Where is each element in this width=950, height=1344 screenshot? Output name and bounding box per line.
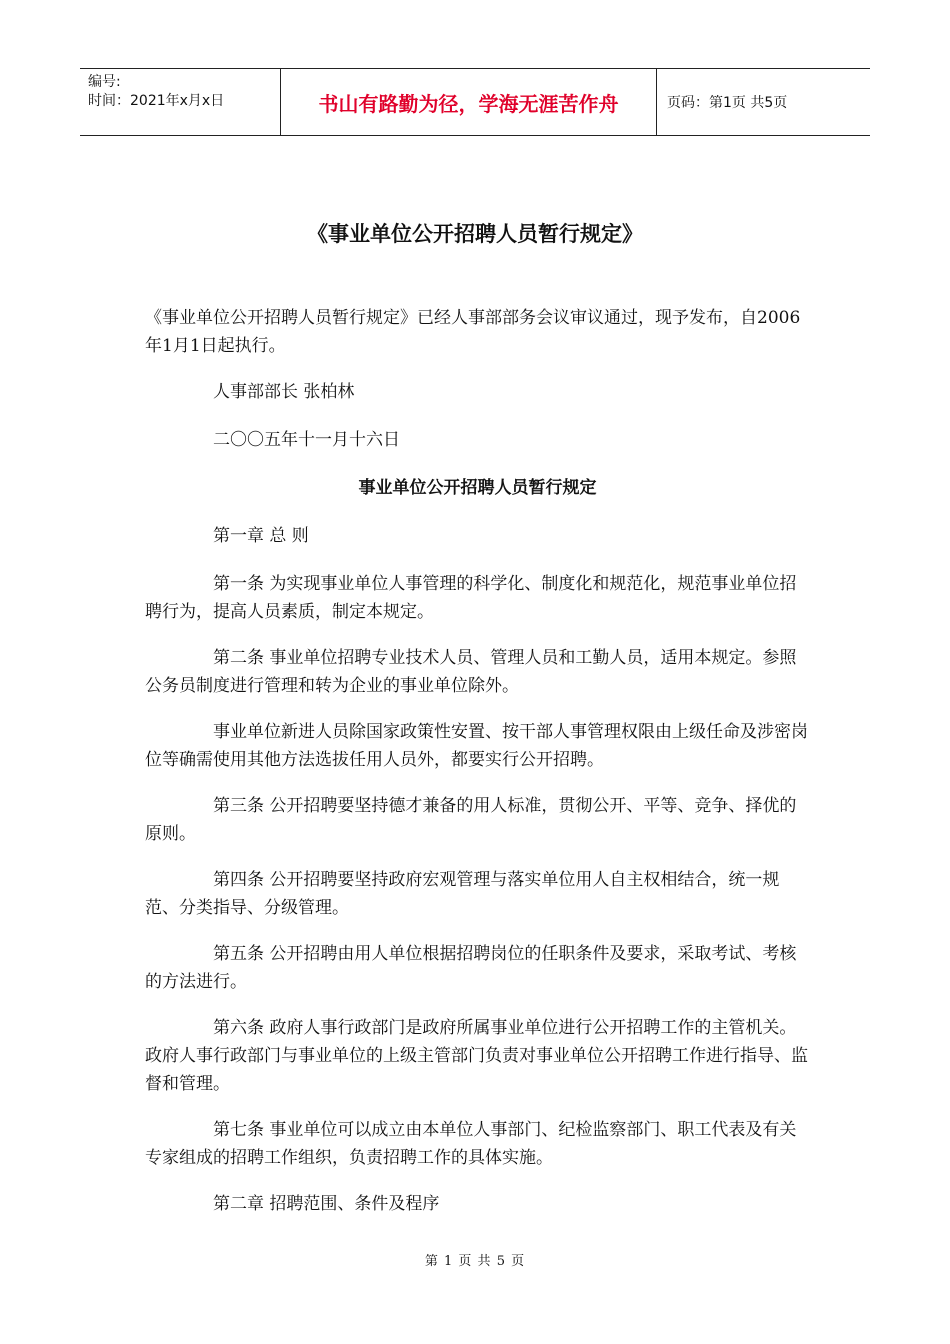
page-footer: 第 1 页 共 5 页 — [424, 1254, 526, 1269]
header-page-info: 页码：第1页 共5页 — [667, 95, 788, 111]
chapter-1-heading: 第一章 总 则 — [213, 526, 309, 546]
time-label: 时间：2021年x月x日 — [88, 93, 225, 109]
article-3: 第三条 公开招聘要坚持德才兼备的用人标准，贯彻公开、平等、竞争、择优的原则。 — [145, 796, 797, 844]
signer-line: 人事部部长 张柏林 — [213, 382, 355, 402]
chapter-2-heading: 第二章 招聘范围、条件及程序 — [213, 1194, 440, 1214]
document-body — [145, 304, 810, 1218]
regulation-subtitle: 事业单位公开招聘人员暂行规定 — [358, 478, 597, 498]
article-4: 第四条 公开招聘要坚持政府宏观管理与落实单位用人自主权相结合，统一规范、分类指导、分级管理。 — [145, 870, 780, 918]
document-title: 《事业单位公开招聘人员暂行规定》 — [307, 221, 643, 246]
article-5: 第五条 公开招聘由用人单位根据招聘岗位的任职条件及要求，采取考试、考核的方法进行。 — [145, 944, 797, 992]
header-meta — [80, 69, 281, 135]
article-1: 第一条 为实现事业单位人事管理的科学化、制度化和规范化，规范事业单位招聘行为，提高人员素质，制定本规定。 — [145, 574, 797, 622]
date-line: 二〇〇五年十一月十六日 — [213, 430, 400, 450]
article-6: 第六条 政府人事行政部门是政府所属事业单位进行公开招聘工作的主管机关。政府人事行政部门与事业单位的上级主管部门负责对事业单位公开招聘工作进行指导、监督和管理。 — [145, 1018, 808, 1094]
page-header — [80, 68, 870, 136]
article-2: 第二条 事业单位招聘专业技术人员、管理人员和工勤人员，适用本规定。参照公务员制度进行管理和转为企业的事业单位除外。 — [145, 648, 797, 696]
article-2-paragraph-2: 事业单位新进人员除国家政策性安置、按干部人事管理权限由上级任命及涉密岗位等确需使用其他方法选拔任用人员外，都要实行公开招聘。 — [145, 722, 808, 770]
intro-paragraph: 《事业单位公开招聘人员暂行规定》已经人事部部务会议审议通过，现予发布，自2006年1月1日起执行。 — [145, 308, 801, 356]
header-motto: 书山有路勤为径，学海无涯苦作舟 — [281, 69, 657, 135]
article-7: 第七条 事业单位可以成立由本单位人事部门、纪检监察部门、职工代表及有关专家组成的招聘工作组织，负责招聘工作的具体实施。 — [145, 1120, 797, 1168]
number-label: 编号: — [88, 74, 121, 90]
